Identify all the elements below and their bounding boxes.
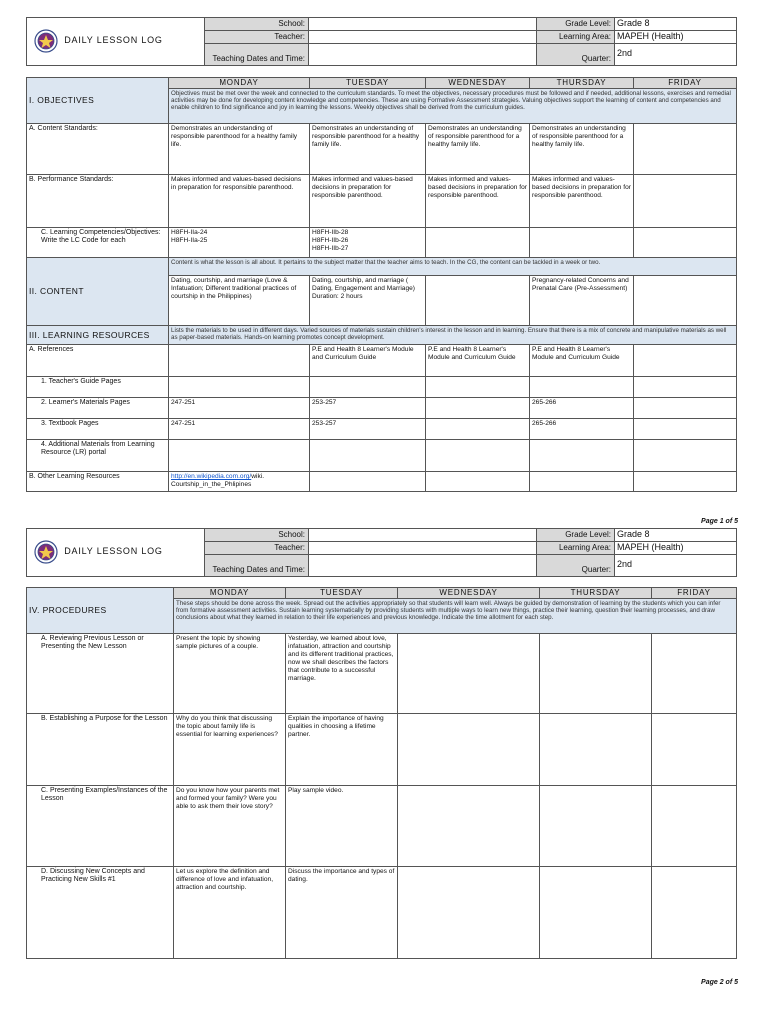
page1-number: Page 1 of 5 — [701, 518, 738, 525]
teacher-value — [309, 31, 537, 44]
competencies-wed — [426, 228, 530, 258]
procedure-a-thu — [540, 634, 652, 714]
learning-area-label: Learning Area: — [537, 31, 615, 44]
references-mon — [169, 345, 310, 377]
wikipedia-link[interactable]: http://en.wikipedia.com.org/ — [171, 473, 252, 480]
textbook-pages-thu: 265-266 — [530, 419, 634, 440]
grade-level-label: Grade Level: — [537, 529, 615, 542]
additional-materials-wed — [426, 440, 530, 472]
procedures-note: These steps should be done across the week. Spread out the activities appropriately so that students will learn well. Always be guided by demonstration of learning by the students which you can infer from formative assessment activities. Sustain learning systematically by providing students with multiple ways to learn new things, practice their learning, question their learning processes, and draw conclusions about what they learned in relation to their life experiences and previous knowledge. Indicate the time allotment for each step. — [174, 599, 737, 634]
school-value — [309, 529, 537, 542]
grade-level-value: Grade 8 — [615, 529, 737, 542]
references-thu: P.E and Health 8 Learner's Module and Curriculum Guide — [530, 345, 634, 377]
quarter-label: Quarter: — [537, 43, 615, 65]
references-tue: P.E and Health 8 Learner's Module and Curriculum Guide — [310, 345, 426, 377]
objectives-heading: I. OBJECTIVES — [27, 78, 169, 124]
competencies-mon: H8FH-IIa-24 H8FH-IIa-25 — [169, 228, 310, 258]
procedure-c-thu — [540, 786, 652, 867]
day-tuesday: TUESDAY — [310, 78, 426, 89]
procedure-c-mon: Do you know how your parents met and formed your family? Were you able to ask them their love story? — [174, 786, 286, 867]
content-standards-tue: Demonstrates an understanding of responsible parenthood for a healthy family life. — [310, 124, 426, 175]
additional-materials-fri — [634, 440, 737, 472]
content-wed — [426, 276, 530, 326]
daily-lesson-log-title: DAILY LESSON LOG — [64, 546, 163, 557]
other-resources-mon — [169, 472, 310, 492]
header-logo-cell — [27, 18, 205, 66]
procedure-a-mon: Present the topic by showing sample pictures of a couple. — [174, 634, 286, 714]
teaching-dates-label: Teaching Dates and Time: — [205, 554, 309, 576]
day-friday: FRIDAY — [634, 78, 737, 89]
teacher-label: Teacher: — [205, 542, 309, 555]
teachers-guide-tue — [310, 377, 426, 398]
quarter-label: Quarter: — [537, 554, 615, 576]
teachers-guide-mon — [169, 377, 310, 398]
day-friday: FRIDAY — [652, 588, 737, 599]
additional-materials-tue — [310, 440, 426, 472]
procedure-b-fri — [652, 714, 737, 786]
school-label: School: — [205, 18, 309, 31]
other-resources-thu — [530, 472, 634, 492]
competencies-label: C. Learning Competencies/Objectives: Write the LC Code for each — [27, 228, 169, 258]
link-suffix: wiki. — [251, 473, 265, 480]
page2-header — [26, 528, 737, 577]
learning-resources-note: Lists the materials to be used in different days. Varied sources of materials sustain children's interest in the lesson and in learning. Ensure that there is a mix of concrete and manipulative materials as well as paper-based materials. Hands-on learning promotes concept development. — [169, 326, 737, 345]
procedure-d-wed — [398, 867, 540, 959]
page2-number: Page 2 of 5 — [701, 979, 738, 986]
content-note: Content is what the lesson is all about. It pertains to the subject matter that the teacher aims to teach. In the CG, the content can be tackled in a week or two. — [169, 258, 737, 276]
procedure-d-mon: Let us explore the definition and difference of love and infatuation, attraction and courtship. — [174, 867, 286, 959]
day-wednesday: WEDNESDAY — [426, 78, 530, 89]
content-mon: Dating, courtship, and marriage (Love & Infatuation; Different traditional practices of courtship in the Philippines) — [169, 276, 310, 326]
grade-level-value: Grade 8 — [615, 18, 737, 31]
procedure-c-tue: Play sample video. — [286, 786, 398, 867]
textbook-pages-mon: 247-251 — [169, 419, 310, 440]
references-wed: P.E and Health 8 Learner's Module and Curriculum Guide — [426, 345, 530, 377]
references-label: A. References — [27, 345, 169, 377]
day-monday: MONDAY — [174, 588, 286, 599]
procedure-d-label: D. Discussing New Concepts and Practicing New Skills #1 — [27, 867, 174, 959]
textbook-pages-wed — [426, 419, 530, 440]
deped-seal-icon — [34, 29, 58, 53]
objectives-note: Objectives must be met over the week and connected to the curriculum standards. To meet the objectives, necessary procedures must be followed and if needed, additional lessons, exercises and remedial activities may be done for developing content knowledge and competencies. These are using Formative Assessment strategies. Valuing objectives support the learning of content and competencies and enable children to find significance and joy in learning the lessons. Weekly objectives shall be derived from the curriculum guides. — [169, 89, 737, 124]
procedure-b-tue: Explain the importance of having qualities in choosing a lifetime partner. — [286, 714, 398, 786]
procedure-c-fri — [652, 786, 737, 867]
procedure-d-tue: Discuss the importance and types of dating. — [286, 867, 398, 959]
grade-level-label: Grade Level: — [537, 18, 615, 31]
deped-seal-icon — [34, 540, 58, 564]
teachers-guide-thu — [530, 377, 634, 398]
day-wednesday: WEDNESDAY — [398, 588, 540, 599]
page1-header — [26, 17, 737, 66]
content-tue: Dating, courtship, and marriage ( Dating, Engagement and Marriage) Duration: 2 hours — [310, 276, 426, 326]
content-standards-wed: Demonstrates an understanding of responsible parenthood for a healthy family life. — [426, 124, 530, 175]
procedure-a-fri — [652, 634, 737, 714]
procedure-d-fri — [652, 867, 737, 959]
performance-standards-thu: Makes informed and values-based decisions in preparation for responsible parenthood. — [530, 175, 634, 228]
references-fri — [634, 345, 737, 377]
textbook-pages-label: 3. Textbook Pages — [27, 419, 169, 440]
other-resources-fri — [634, 472, 737, 492]
daily-lesson-log-title: DAILY LESSON LOG — [64, 35, 163, 46]
performance-standards-fri — [634, 175, 737, 228]
content-fri — [634, 276, 737, 326]
procedure-c-label: C. Presenting Examples/Instances of the Lesson — [27, 786, 174, 867]
other-resources-wed — [426, 472, 530, 492]
other-resources-tue — [310, 472, 426, 492]
performance-standards-mon: Makes informed and values-based decisions in preparation for responsible parenthood. — [169, 175, 310, 228]
additional-materials-thu — [530, 440, 634, 472]
procedures-heading: IV. PROCEDURES — [27, 588, 174, 634]
learners-materials-tue: 253-257 — [310, 398, 426, 419]
learners-materials-mon: 247-251 — [169, 398, 310, 419]
procedure-a-tue: Yesterday, we learned about love, infatuation, attraction and courtship and its different traditional practices, now we shall describes the factors that contribute to a successful marriage. — [286, 634, 398, 714]
learners-materials-fri — [634, 398, 737, 419]
content-standards-mon: Demonstrates an understanding of responsible parenthood for a healthy family life. — [169, 124, 310, 175]
teacher-label: Teacher: — [205, 31, 309, 44]
day-monday: MONDAY — [169, 78, 310, 89]
procedure-a-wed — [398, 634, 540, 714]
performance-standards-wed: Makes informed and values-based decisions in preparation for responsible parenthood. — [426, 175, 530, 228]
additional-materials-mon — [169, 440, 310, 472]
content-thu: Pregnancy-related Concerns and Prenatal Care (Pre-Assessment) — [530, 276, 634, 326]
procedure-b-label: B. Establishing a Purpose for the Lesson — [27, 714, 174, 786]
link-line2: Courtship_in_the_Phlipines — [171, 480, 252, 488]
content-standards-fri — [634, 124, 737, 175]
procedure-b-mon: Why do you think that discussing the topic about family life is essential for learning experiences? — [174, 714, 286, 786]
learners-materials-wed — [426, 398, 530, 419]
day-thursday: THURSDAY — [530, 78, 634, 89]
teaching-dates-value — [309, 43, 537, 65]
procedure-d-thu — [540, 867, 652, 959]
content-standards-thu: Demonstrates an understanding of responsible parenthood for a healthy family life. — [530, 124, 634, 175]
textbook-pages-tue: 253-257 — [310, 419, 426, 440]
other-resources-label: B. Other Learning Resources — [27, 472, 169, 492]
day-tuesday: TUESDAY — [286, 588, 398, 599]
teachers-guide-label: 1. Teacher's Guide Pages — [27, 377, 169, 398]
performance-standards-tue: Makes informed and values-based decisions in preparation for responsible parenthood. — [310, 175, 426, 228]
teachers-guide-wed — [426, 377, 530, 398]
textbook-pages-fri — [634, 419, 737, 440]
competencies-tue: H8FH-IIb-28 H8FH-IIb-26 H8FH-IIb-27 — [310, 228, 426, 258]
learning-area-label: Learning Area: — [537, 542, 615, 555]
day-thursday: THURSDAY — [540, 588, 652, 599]
page2-procedures-table — [26, 587, 737, 959]
teaching-dates-label: Teaching Dates and Time: — [205, 43, 309, 65]
learning-area-value: MAPEH (Health) — [615, 31, 737, 44]
content-heading: II. CONTENT — [27, 258, 169, 326]
competencies-thu — [530, 228, 634, 258]
learning-resources-heading: III. LEARNING RESOURCES — [27, 326, 169, 345]
teachers-guide-fri — [634, 377, 737, 398]
quarter-value: 2nd — [615, 43, 737, 65]
page1-lesson-table — [26, 77, 737, 492]
header-logo-cell — [27, 529, 205, 577]
school-value — [309, 18, 537, 31]
learners-materials-label: 2. Learner's Materials Pages — [27, 398, 169, 419]
school-label: School: — [205, 529, 309, 542]
procedure-a-label: A. Reviewing Previous Lesson or Presenting the New Lesson — [27, 634, 174, 714]
content-standards-label: A. Content Standards: — [27, 124, 169, 175]
learners-materials-thu: 265-266 — [530, 398, 634, 419]
procedure-b-thu — [540, 714, 652, 786]
teacher-value — [309, 542, 537, 555]
learning-area-value: MAPEH (Health) — [615, 542, 737, 555]
performance-standards-label: B. Performance Standards: — [27, 175, 169, 228]
procedure-c-wed — [398, 786, 540, 867]
teaching-dates-value — [309, 554, 537, 576]
quarter-value: 2nd — [615, 554, 737, 576]
procedure-b-wed — [398, 714, 540, 786]
additional-materials-label: 4. Additional Materials from Learning Resource (LR) portal — [27, 440, 169, 472]
competencies-fri — [634, 228, 737, 258]
